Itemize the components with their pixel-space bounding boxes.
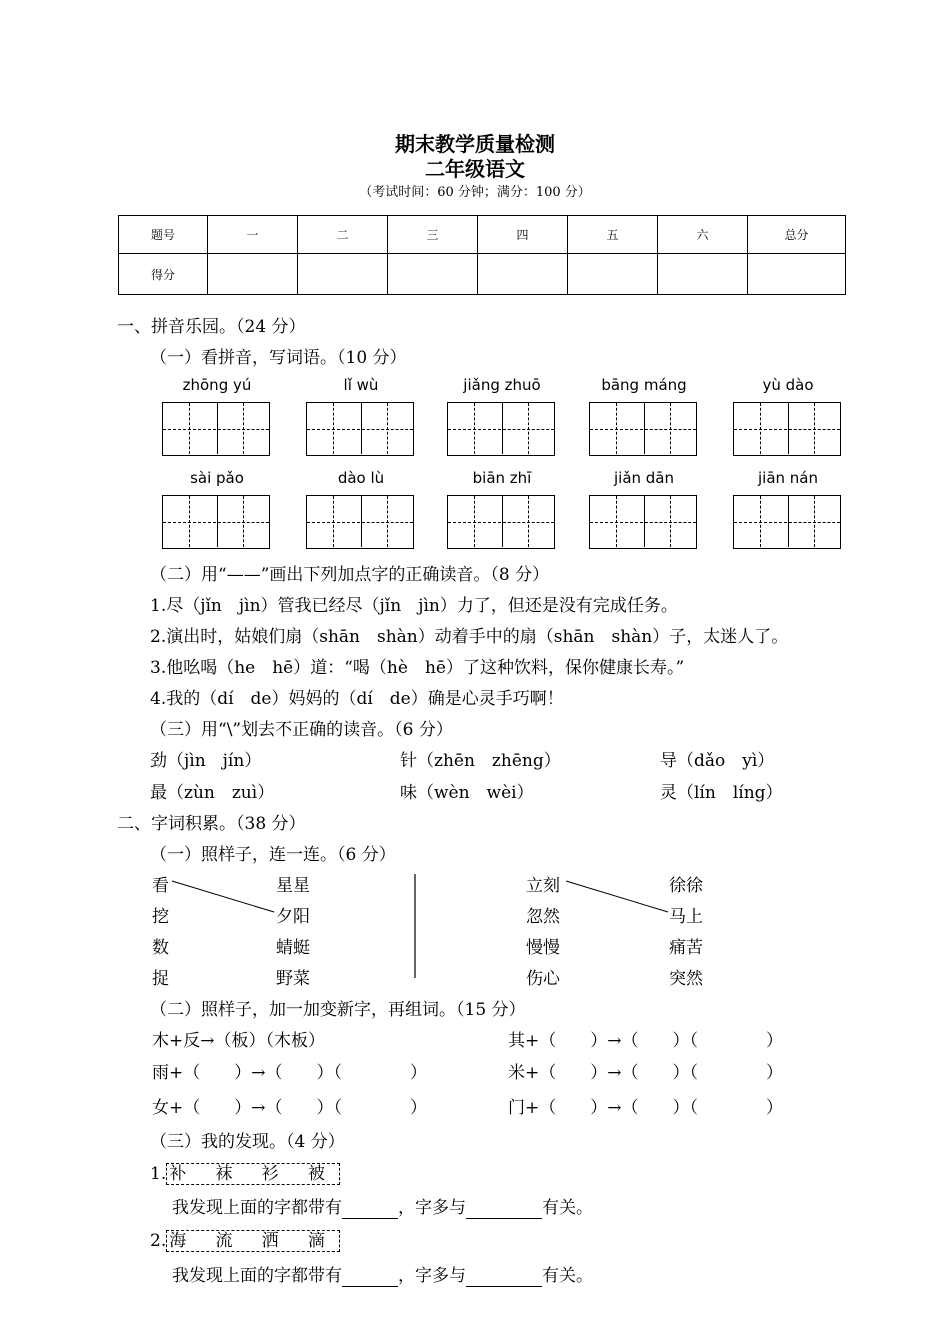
- sentence-part: 我发现上面的字都带有: [172, 1198, 342, 1218]
- part2-title: （二）照样子，加一加变新字，再组词。（15 分）: [150, 1000, 526, 1020]
- part2-title: （二）用“——”画出下列加点字的正确读音。（8 分）: [150, 565, 550, 585]
- match-word[interactable]: 夕阳: [276, 907, 310, 927]
- match-word[interactable]: 忽然: [526, 907, 560, 927]
- section1-title: 一、拼音乐园。（24 分）: [117, 317, 306, 337]
- question-line: 3.他吆喝（he hē）道：“喝（hè hē）了这种饮料，保你健康长寿。”: [150, 658, 685, 678]
- fill-item[interactable]: 门+（ ）→（ ）（ ）: [508, 1098, 783, 1118]
- pinyin-choice: 导（dǎo yì）: [660, 751, 775, 771]
- discovery-1: [150, 1159, 340, 1184]
- score-header: 六: [658, 216, 748, 254]
- match-word[interactable]: 立刻: [526, 876, 560, 896]
- fill-item[interactable]: 女+（ ）→（ ）（ ）: [152, 1098, 427, 1118]
- part1-title: （一）照样子，连一连。（6 分）: [150, 845, 396, 865]
- item-number: 2.: [150, 1231, 167, 1251]
- fill-item[interactable]: 雨+（ ）→（ ）（ ）: [152, 1063, 427, 1083]
- pinyin-label: zhōng yú: [182, 376, 252, 394]
- score-header: 一: [208, 216, 298, 254]
- fill-item[interactable]: 米+（ ）→（ ）（ ）: [508, 1063, 783, 1083]
- fill-item[interactable]: 其+（ ）→（ ）（ ）: [508, 1031, 783, 1051]
- match-word[interactable]: 痛苦: [669, 938, 703, 958]
- answer-blank[interactable]: [466, 1198, 542, 1219]
- pinyin-label: sài pǎo: [190, 469, 244, 487]
- match-word[interactable]: 数: [152, 938, 169, 958]
- example-connector-line: [566, 881, 668, 912]
- pinyin-label: dào lù: [337, 469, 385, 487]
- pinyin-choice: 针（zhēn zhēng）: [400, 751, 561, 771]
- match-word[interactable]: 看: [152, 876, 169, 896]
- match-word[interactable]: 挖: [152, 907, 169, 927]
- match-word[interactable]: 捉: [152, 969, 169, 989]
- pinyin-choice: 灵（lín líng）: [660, 783, 783, 803]
- answer-blank[interactable]: [342, 1198, 398, 1219]
- score-header: 题号: [119, 216, 208, 254]
- sentence-part: 我发现上面的字都带有: [172, 1266, 342, 1286]
- discovery-sentence: [172, 1193, 593, 1219]
- match-word[interactable]: 蜻蜓: [276, 938, 310, 958]
- part1-title: （一）看拼音，写词语。（10 分）: [150, 348, 407, 368]
- example-connector-line: [172, 881, 274, 912]
- item-number: 1.: [150, 1164, 167, 1184]
- match-word[interactable]: 徐徐: [669, 876, 703, 896]
- sentence-part: ，字多与: [398, 1198, 466, 1218]
- sentence-part: 有关。: [542, 1266, 593, 1286]
- score-header: 二: [298, 216, 388, 254]
- pinyin-label: bāng máng: [601, 376, 687, 394]
- score-row-label: 得分: [119, 254, 208, 295]
- part3-title: （三）用“\”划去不正确的读音。（6 分）: [150, 720, 453, 740]
- sentence-part: ，字多与: [398, 1266, 466, 1286]
- pinyin-label: jiǎn dān: [613, 469, 675, 487]
- question-line: 4.我的（dí de）妈妈的（dí de）确是心灵手巧啊！: [150, 689, 564, 709]
- grade-subject-title: 二年级语文: [425, 157, 525, 181]
- discovery-sentence: [172, 1261, 593, 1287]
- discovery-2: [150, 1226, 340, 1251]
- pinyin-choice: 味（wèn wèi）: [400, 783, 534, 803]
- example-line: 木+反→（板）（木板）: [152, 1031, 325, 1051]
- match-word[interactable]: 野菜: [276, 969, 310, 989]
- word-group-box: 海 流 洒 滴: [166, 1230, 340, 1252]
- section2-title: 二、字词积累。（38 分）: [117, 814, 306, 834]
- match-word[interactable]: 星星: [276, 876, 310, 896]
- match-word[interactable]: 马上: [669, 907, 703, 927]
- question-line: 2.演出时，姑娘们扇（shān shàn）动着手中的扇（shān shàn）子，太迷人了。: [150, 627, 789, 647]
- pinyin-label: jiǎng zhuō: [463, 376, 541, 394]
- question-line: 1.尽（jǐn jìn）管我已经尽（jǐn jìn）力了，但还是没有完成任务。: [150, 596, 678, 616]
- pinyin-choice: 劲（jìn jín）: [150, 751, 262, 771]
- part3-title: （三）我的发现。（4 分）: [150, 1132, 345, 1152]
- pinyin-label: yù dào: [762, 376, 814, 394]
- pinyin-label: lǐ wù: [343, 376, 379, 394]
- answer-blank[interactable]: [466, 1266, 542, 1287]
- match-word[interactable]: 慢慢: [526, 938, 560, 958]
- match-word[interactable]: 伤心: [526, 969, 560, 989]
- match-word[interactable]: 突然: [669, 969, 703, 989]
- exam-info: （考试时间：60 分钟；满分：100 分）: [359, 185, 591, 200]
- score-header: 三: [388, 216, 478, 254]
- answer-blank[interactable]: [342, 1266, 398, 1287]
- score-header: 总分: [748, 216, 846, 254]
- pinyin-label: jiān nán: [757, 469, 818, 487]
- score-header: 四: [478, 216, 568, 254]
- sentence-part: 有关。: [542, 1198, 593, 1218]
- pinyin-choice: 最（zùn zuì）: [150, 783, 275, 803]
- exam-title: 期末教学质量检测: [395, 132, 555, 156]
- word-group-box: 补 袜 衫 被: [166, 1163, 340, 1185]
- pinyin-label: biān zhī: [472, 469, 532, 487]
- score-header: 五: [568, 216, 658, 254]
